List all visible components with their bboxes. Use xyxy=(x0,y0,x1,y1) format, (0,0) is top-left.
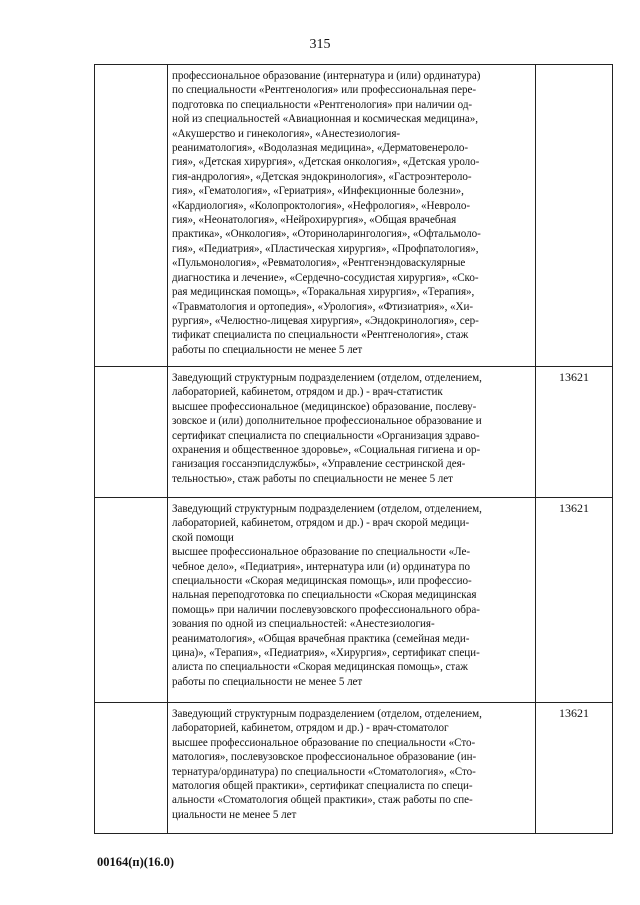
empty-cell xyxy=(95,498,168,703)
requirements-cell xyxy=(168,65,536,367)
qualification-table xyxy=(94,64,613,834)
code-text: 13621 xyxy=(559,501,589,515)
requirements-text: Заведующий структурным подразделением (отделом, отделением, лабораторией, кабинетом, отрядом и др.) - врач скорой медици- ской помощи высшее профессиональное образование по специальности «Ле- чебное дело», «Педиатрия», интернатура или (и) ординатура по специальности «Скорая медицинская помощь», или профессио- нальная переподготовка по специальности «Скорая медицинская помощь» при наличии послевузовского профессионального обра- зования по одной из специальностей: «Анестезиология- реаниматология», «Общая врачебная практика (семейная меди- цина)», «Терапия», «Педиатрия», «Хирургия», сертификат специ- алиста по специальности «Скорая медицинская помощь», стаж работы по специальности не менее 5 лет xyxy=(172,503,482,688)
requirements-text: Заведующий структурным подразделением (отделом, отделением, лабораторией, кабинетом, отрядом и др.) - врач-статистик высшее профессиональное (медицинское) образование, послеву- зовское и (или) дополнительное профессиональное образование и сертификат специалиста по специальности «Организация здраво- охранения и общественное здоровье», «Социальная гигиена и ор- ганизация госсанэпидслужбы», «Управление сестринской дея- тельностью», стаж работы по специальности не менее 5 лет xyxy=(172,372,482,485)
requirements-cell xyxy=(168,498,536,703)
code-cell xyxy=(536,65,613,367)
page-number: 315 xyxy=(309,37,331,52)
table-row xyxy=(95,703,613,834)
code-cell xyxy=(536,367,613,498)
document-code: 00164(п)(16.0) xyxy=(97,855,174,869)
requirements-text: профессиональное образование (интернатура и (или) ординатура) по специальности «Рентгенология» или профессиональная пере- подготовка по специальности «Рентгенология» при наличии од- ной из специальностей «Авиационная и космическая медицина», «Акушерство и гинекология», «Анестезиология- реаниматология», «Водолазная медицина», «Дерматовенероло- гия», «Детская хирургия», «Детская онкология», «Детская уроло- гия-андрология», «Детская эндокринология», «Гастроэнтероло- гия», «Гематология», «Гериатрия», «Инфекционные болезни», «Кардиология», «Колопроктология», «Нефрология», «Невроло- гия», «Неонатология», «Нейрохирургия», «Общая врачебная практика», «Онкология», «Оториноларингология», «Офтальмоло- гия», «Педиатрия», «Пластическая хирургия», «Профпатология», «Пульмонология», «Ревматология», «Рентгенэндоваскулярные диагностика и лечение», «Сердечно-сосудистая хирургия», «Ско- рая медицинская помощь», «Торакальная хирургия», «Терапия», «Травматология и ортопедия», «Урология», «Фтизиатрия», «Хи- рургия», «Челюстно-лицевая хирургия», «Эндокринология», сер- тификат специалиста по специальности «Рентгенология», стаж работы по специальности не менее 5 лет xyxy=(172,70,481,356)
code-text xyxy=(536,65,612,68)
table-row xyxy=(95,65,613,367)
code-text: 13621 xyxy=(559,370,589,384)
code-text: 13621 xyxy=(559,706,589,720)
table-row xyxy=(95,498,613,703)
code-cell xyxy=(536,498,613,703)
code-cell xyxy=(536,703,613,834)
requirements-text: Заведующий структурным подразделением (отделом, отделением, лабораторией, кабинетом, отрядом и др.) - врач-стоматолог высшее профессиональное образование по специальности «Сто- матология», послевузовское профессиональное образование (ин- тернатура/ординатура) по специальности «Стоматология», «Сто- матология общей практики», сертификат специалиста по специ- альности «Стоматология общей практики», стаж работы по спе- циальности не менее 5 лет xyxy=(172,708,482,821)
empty-cell xyxy=(95,65,168,367)
empty-cell xyxy=(95,703,168,834)
empty-cell xyxy=(95,367,168,498)
requirements-cell xyxy=(168,703,536,834)
requirements-cell xyxy=(168,367,536,498)
table-row xyxy=(95,367,613,498)
